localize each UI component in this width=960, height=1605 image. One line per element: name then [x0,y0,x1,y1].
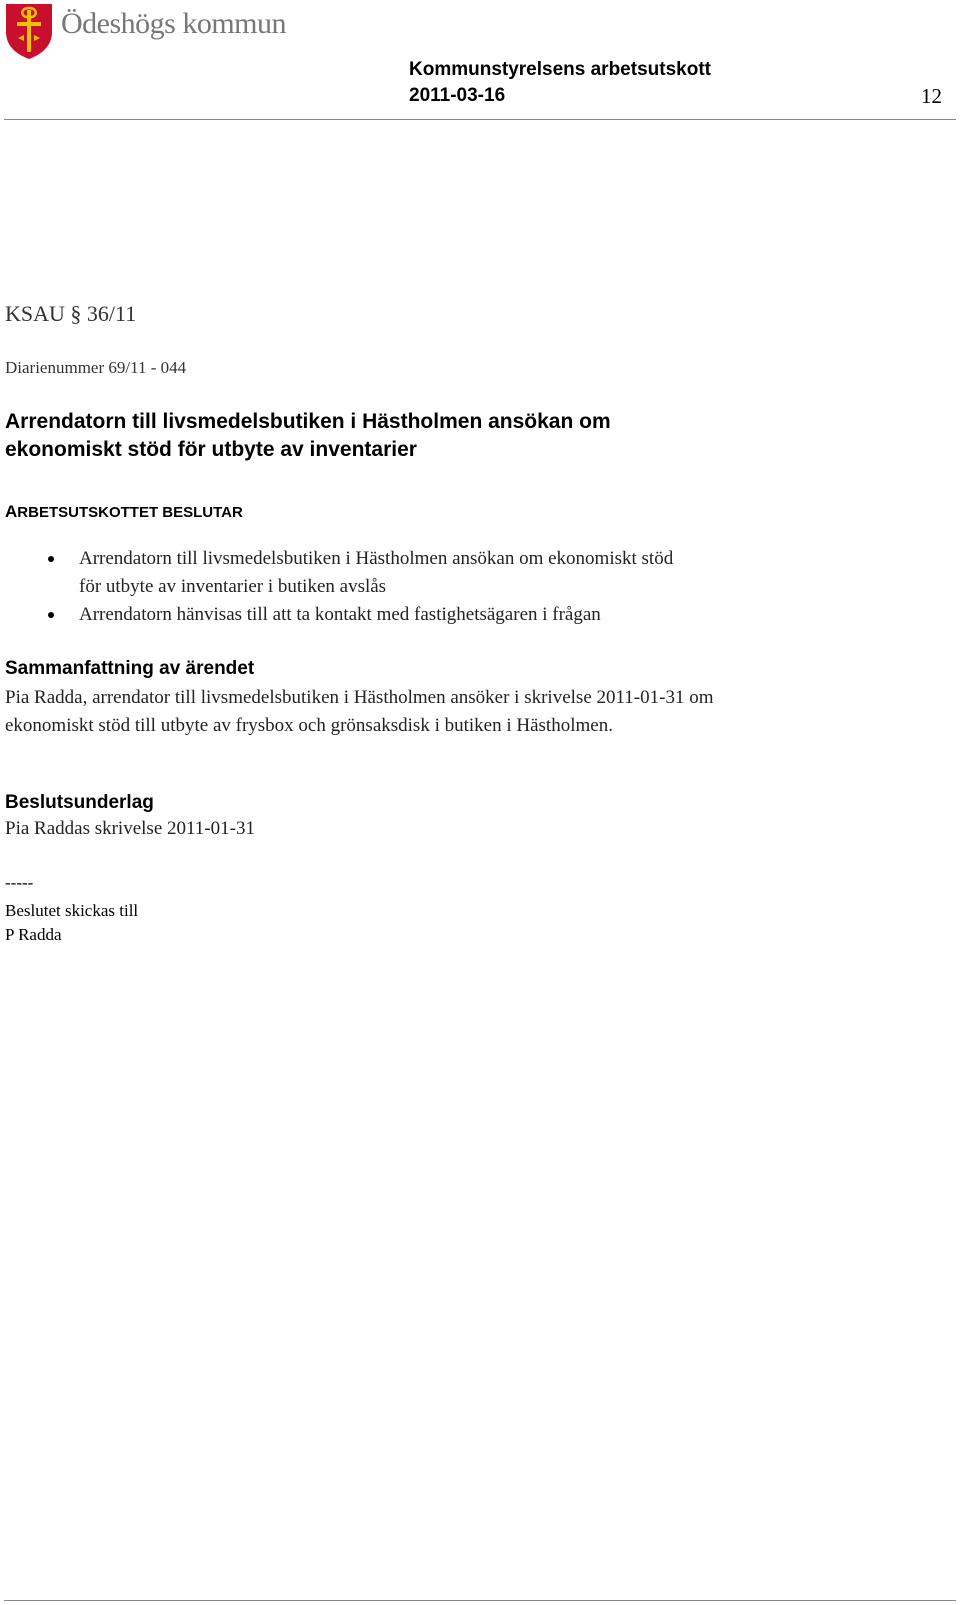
decision-item-text: Arrendatorn till livsmedelsbutiken i Hästholmen ansökan om ekonomiskt stöd för utbyte av inventarier i butiken avslås [79,548,674,597]
bullet-icon [48,556,54,562]
header-divider [4,119,956,120]
municipal-coat-of-arms-icon [4,2,54,60]
decision-heading-initial: A [5,502,18,521]
municipality-name: Ödeshögs kommun [61,7,286,40]
case-title: Arrendatorn till livsmedelsbutiken i Hästholmen ansökan om ekonomiskt stöd för utbyte av inventarier [5,410,611,461]
decision-item [0,601,879,629]
decision-heading-rest: RBETSUTSKOTTET BESLUTAR [17,504,243,521]
page-number: 12 [921,84,942,108]
basis-heading: Beslutsunderlag [5,792,154,813]
decision-item-text: Arrendatorn hänvisas till att ta kontakt med fastighetsägaren i frågan [79,604,601,625]
distribution-recipient: P Radda [5,925,62,944]
diary-number: Diarienummer 69/11 - 044 [5,358,187,377]
summary-heading: Sammanfattning av ärendet [5,658,255,679]
decision-heading [5,502,243,522]
bullet-icon [48,612,54,618]
committee-name: Kommunstyrelsens arbetsutskott [409,59,711,80]
decision-item [0,545,679,601]
separator-dashes: ----- [5,873,34,892]
distribution-label: Beslutet skickas till [5,901,139,920]
basis-text: Pia Raddas skrivelse 2011-01-31 [5,818,255,839]
paragraph-reference: KSAU § 36/11 [5,301,137,326]
footer-divider [4,1600,956,1601]
summary-text: Pia Radda, arrendator till livsmedelsbutiken i Hästholmen ansöker i skrivelse 2011-01-31 om ekonomiskt stöd till utbyte av frysbox och grönsaksdisk i butiken i Hästholmen. [5,687,714,736]
decision-list [0,545,900,629]
meeting-date: 2011-03-16 [409,85,506,106]
